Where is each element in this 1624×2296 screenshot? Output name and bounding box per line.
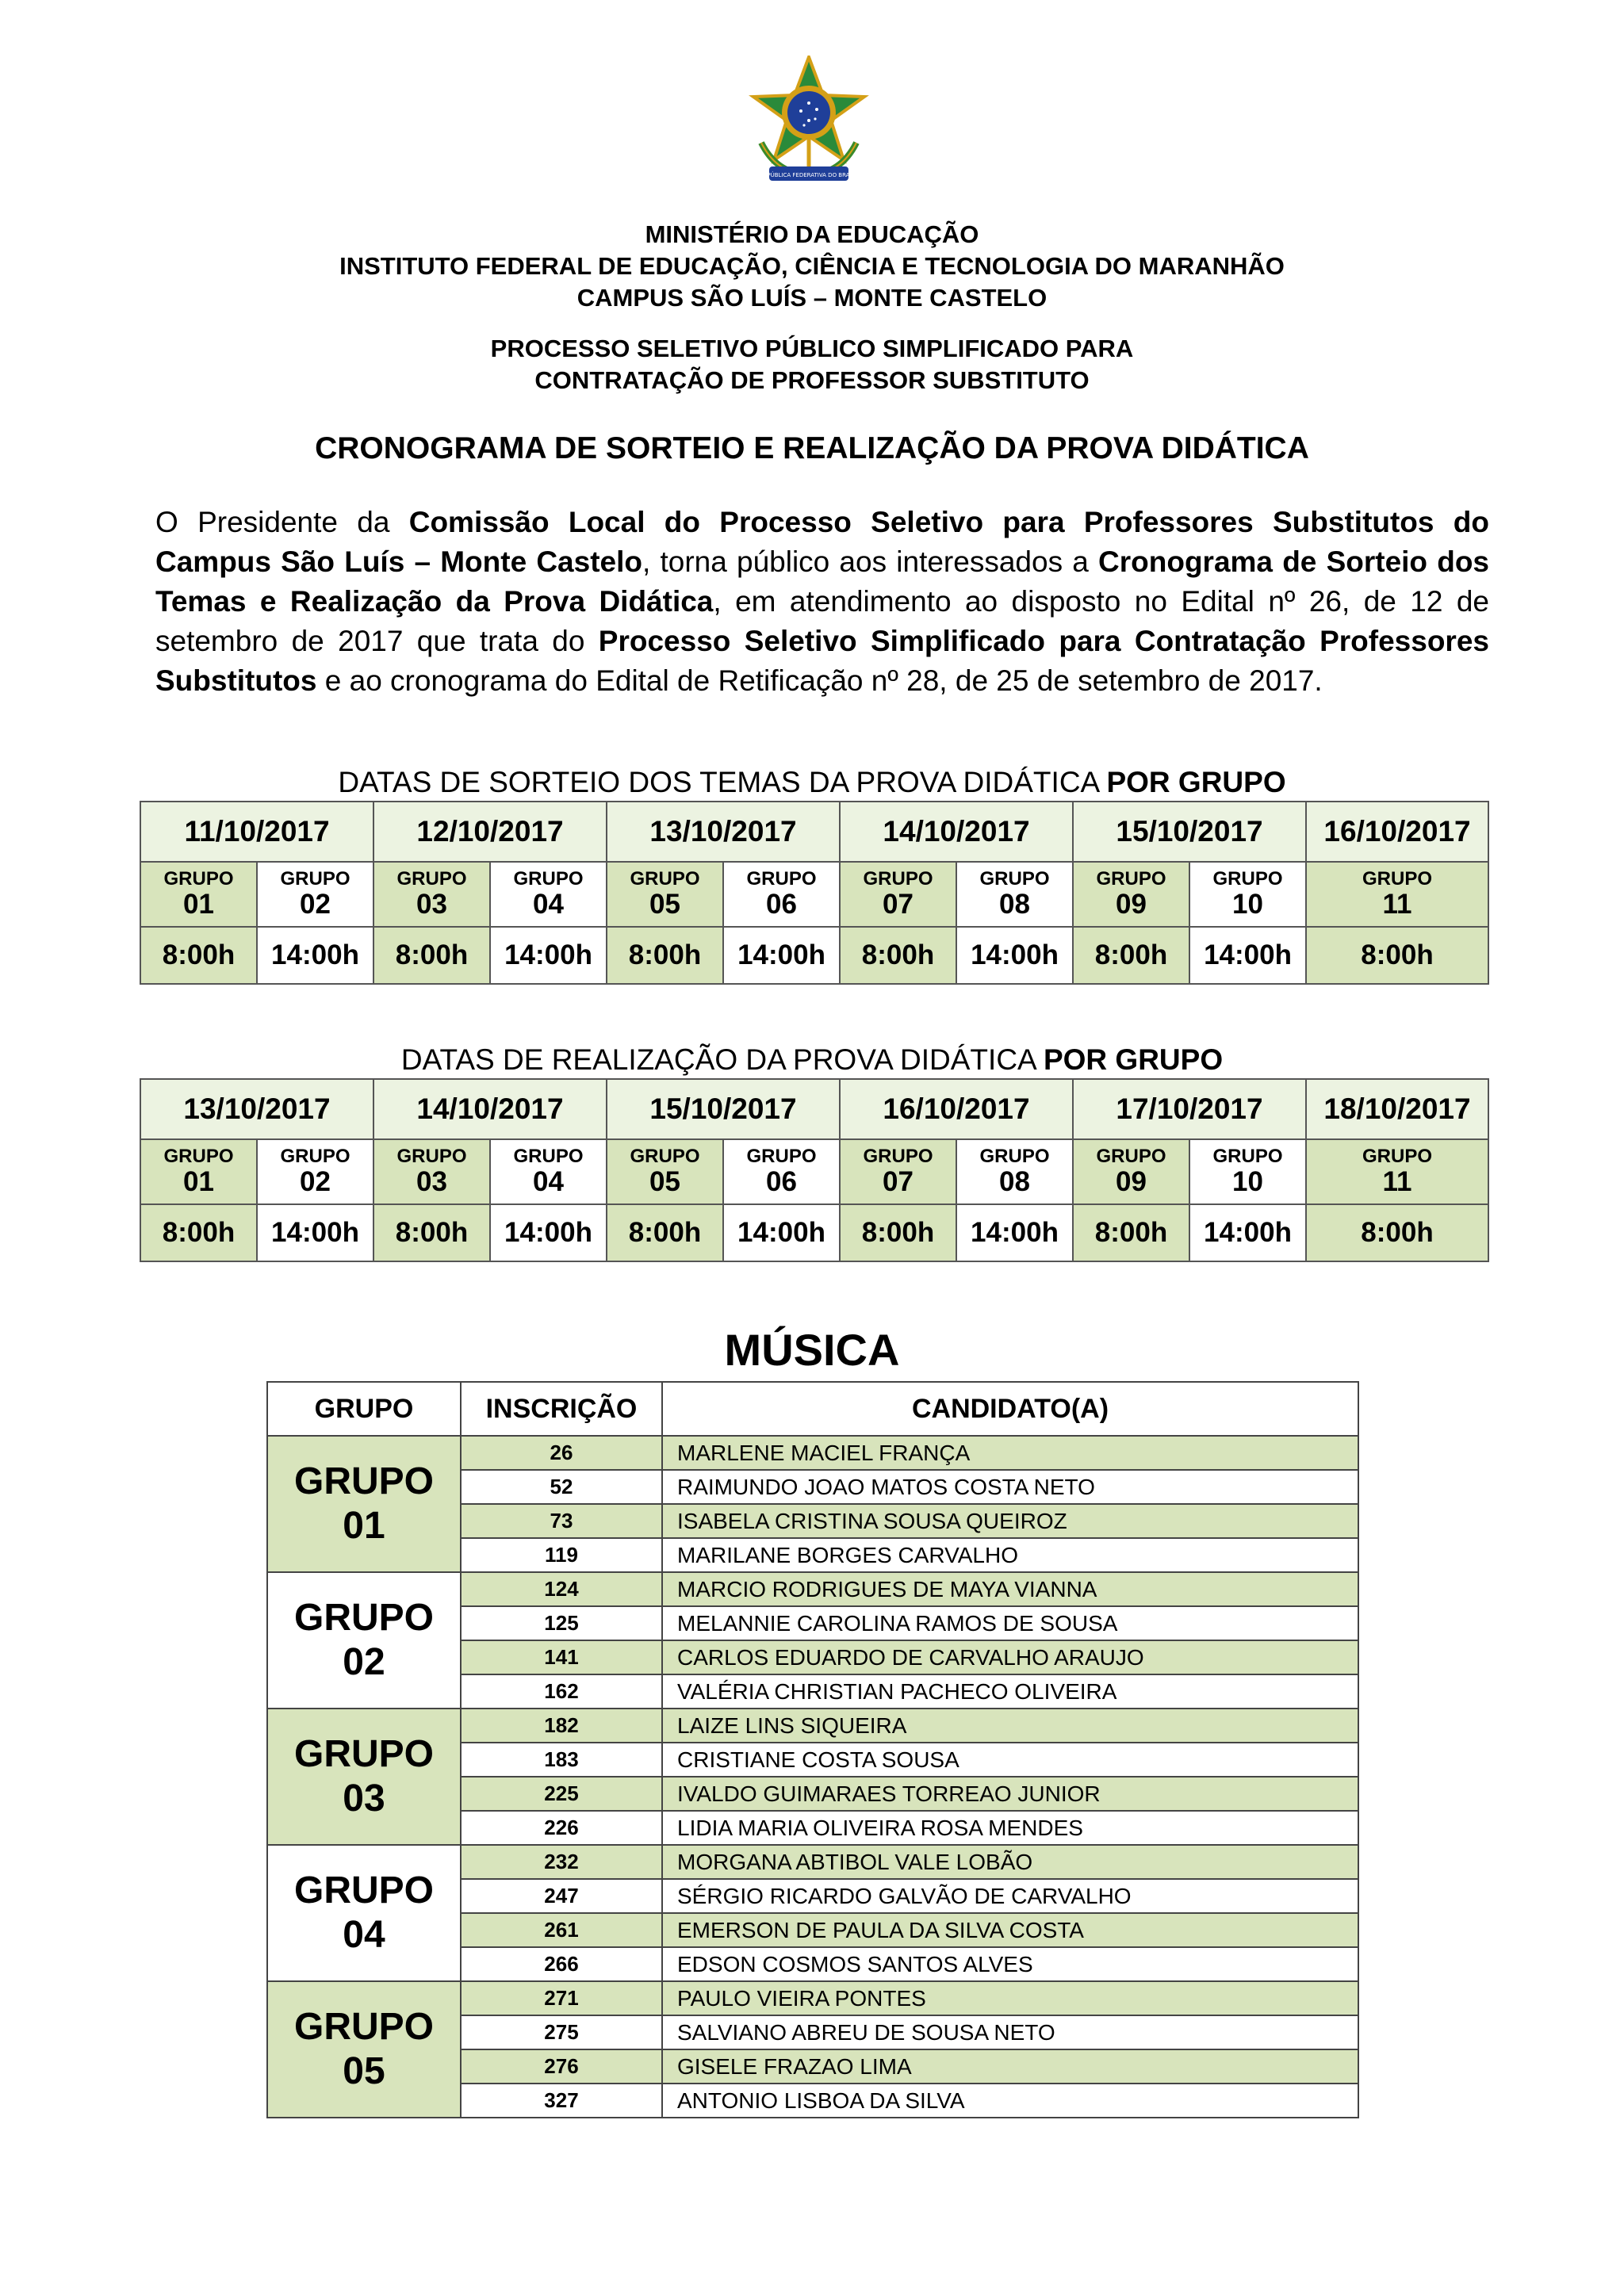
group-number: 01 (343, 1505, 385, 1547)
group-label: GRUPO (1212, 867, 1283, 890)
date-cell: 12/10/2017 (373, 802, 607, 862)
inscricao-cell: 276 (461, 2049, 662, 2084)
group-cell (607, 1139, 723, 1204)
sorteio-table (140, 801, 1489, 985)
group-label: GRUPO (396, 867, 467, 890)
candidate-cell: IVALDO GUIMARAES TORREAO JUNIOR (662, 1777, 1358, 1811)
group-number: 07 (883, 1165, 914, 1197)
time-cell: 8:00h (607, 927, 723, 984)
group-cell (1189, 862, 1306, 927)
date-cell: 13/10/2017 (140, 1079, 373, 1139)
time-cell: 8:00h (1073, 927, 1189, 984)
time-cell: 8:00h (140, 1204, 257, 1261)
group-label: GRUPO (513, 1145, 584, 1167)
col-header-grupo: GRUPO (267, 1382, 461, 1436)
time-cell: 8:00h (840, 1204, 956, 1261)
inscricao-cell: 247 (461, 1879, 662, 1913)
group-cell (956, 1139, 1073, 1204)
inscricao-cell: 141 (461, 1640, 662, 1674)
group-cell (267, 1845, 461, 1981)
group-cell (840, 1139, 956, 1204)
group-label: GRUPO (280, 867, 350, 890)
group-cell (956, 862, 1073, 927)
group-label: GRUPO (293, 1460, 434, 1502)
group-number: 02 (343, 1641, 385, 1683)
group-label: GRUPO (280, 1145, 350, 1167)
candidate-cell: GISELE FRAZAO LIMA (662, 2049, 1358, 2084)
table-row (267, 1572, 1358, 1606)
group-cell (140, 1139, 257, 1204)
header-contract: CONTRATAÇÃO DE PROFESSOR SUBSTITUTO (534, 366, 1090, 394)
group-label: GRUPO (396, 1145, 467, 1167)
inscricao-cell: 271 (461, 1981, 662, 2015)
group-label: GRUPO (163, 867, 234, 890)
group-number: 06 (766, 1165, 797, 1197)
group-label: GRUPO (746, 1145, 817, 1167)
group-number: 05 (649, 1165, 680, 1197)
group-label: GRUPO (293, 2006, 434, 2048)
group-number: 08 (999, 1165, 1030, 1197)
group-cell (723, 1139, 840, 1204)
time-cell: 14:00h (1189, 927, 1306, 984)
candidate-cell: MELANNIE CAROLINA RAMOS DE SOUSA (662, 1606, 1358, 1640)
musica-table (266, 1381, 1359, 2118)
group-cell (257, 862, 373, 927)
date-cell: 11/10/2017 (140, 802, 373, 862)
page-title: CRONOGRAMA DE SORTEIO E REALIZAÇÃO DA PROVA DIDÁTICA (315, 431, 1309, 465)
time-cell: 8:00h (840, 927, 956, 984)
inscricao-cell: 261 (461, 1913, 662, 1947)
time-cell: 8:00h (140, 927, 257, 984)
group-cell (607, 862, 723, 927)
group-label: GRUPO (1096, 1145, 1166, 1167)
group-label: GRUPO (746, 867, 817, 890)
date-cell: 18/10/2017 (1306, 1079, 1488, 1139)
group-number: 01 (183, 1165, 214, 1197)
group-cell (373, 1139, 490, 1204)
group-number: 03 (416, 888, 447, 920)
group-label: GRUPO (1212, 1145, 1283, 1167)
date-row (140, 1079, 1488, 1139)
inscricao-cell: 275 (461, 2015, 662, 2049)
group-cell (373, 862, 490, 927)
candidate-cell: EDSON COSMOS SANTOS ALVES (662, 1947, 1358, 1981)
candidate-cell: SALVIANO ABREU DE SOUSA NETO (662, 2015, 1358, 2049)
col-header-candidato: CANDIDATO(A) (662, 1382, 1358, 1436)
table-row (267, 1981, 1358, 2015)
group-cell (257, 1139, 373, 1204)
date-cell: 16/10/2017 (1306, 802, 1488, 862)
group-label: GRUPO (1096, 867, 1166, 890)
group-number: 03 (416, 1165, 447, 1197)
group-number: 04 (343, 1914, 385, 1956)
group-cell (1189, 1139, 1306, 1204)
inscricao-cell: 52 (461, 1470, 662, 1504)
group-number: 09 (1116, 888, 1147, 920)
group-label: GRUPO (163, 1145, 234, 1167)
group-cell (840, 862, 956, 927)
group-cell (723, 862, 840, 927)
table-row (267, 1845, 1358, 1879)
group-cell (267, 1572, 461, 1709)
group-label: GRUPO (1362, 1145, 1432, 1167)
time-cell: 8:00h (1306, 1204, 1488, 1261)
inscricao-cell: 232 (461, 1845, 662, 1879)
candidate-cell: MARLENE MACIEL FRANÇA (662, 1436, 1358, 1470)
candidate-cell: EMERSON DE PAULA DA SILVA COSTA (662, 1913, 1358, 1947)
brazil-coat-of-arms-icon (745, 55, 872, 190)
header-institute: INSTITUTO FEDERAL DE EDUCAÇÃO, CIÊNCIA E TECNOLOGIA DO MARANHÃO (339, 252, 1285, 280)
time-row (140, 1204, 1488, 1261)
date-cell: 15/10/2017 (1073, 802, 1306, 862)
col-header-inscricao: INSCRIÇÃO (461, 1382, 662, 1436)
candidate-cell: CARLOS EDUARDO DE CARVALHO ARAUJO (662, 1640, 1358, 1674)
group-number: 06 (766, 888, 797, 920)
inscricao-cell: 26 (461, 1436, 662, 1470)
table-row (267, 1436, 1358, 1470)
candidate-cell: MARCIO RODRIGUES DE MAYA VIANNA (662, 1572, 1358, 1606)
candidate-cell: ANTONIO LISBOA DA SILVA (662, 2084, 1358, 2118)
time-cell: 14:00h (956, 1204, 1073, 1261)
time-cell: 8:00h (1306, 927, 1488, 984)
time-cell: 14:00h (257, 1204, 373, 1261)
group-number: 11 (1382, 888, 1412, 920)
date-row (140, 802, 1488, 862)
intro-paragraph: O Presidente da Comissão Local do Processo Seletivo para Professores Substitutos do Campus São Luís – Monte Castelo, torna público aos interessados a Cronograma de Sorteio dos Temas e Realização da Prova Didática, em atendimento ao disposto no Edital nº 26, de 12 de setembro de 2017 que trata do Processo Seletivo Simplificado para Contratação Professores Substitutos e ao cronograma do Edital de Retificação nº 28, de 25 de setembro de 2017. (155, 506, 1489, 697)
candidate-cell: LIDIA MARIA OLIVEIRA ROSA MENDES (662, 1811, 1358, 1845)
group-label: GRUPO (293, 1597, 434, 1639)
group-cell (267, 1981, 461, 2118)
candidate-cell: LAIZE LINS SIQUEIRA (662, 1709, 1358, 1743)
group-label: GRUPO (1362, 867, 1433, 890)
group-cell (1306, 1139, 1488, 1204)
candidate-cell: VALÉRIA CHRISTIAN PACHECO OLIVEIRA (662, 1674, 1358, 1709)
group-number: 10 (1232, 1165, 1263, 1197)
candidate-cell: SÉRGIO RICARDO GALVÃO DE CARVALHO (662, 1879, 1358, 1913)
group-label: GRUPO (630, 867, 700, 890)
time-cell: 8:00h (1073, 1204, 1189, 1261)
group-number: 03 (343, 1777, 385, 1820)
header-ministry: MINISTÉRIO DA EDUCAÇÃO (645, 220, 979, 248)
group-number: 04 (533, 888, 564, 920)
group-label: GRUPO (863, 867, 933, 890)
group-row (140, 862, 1488, 927)
inscricao-cell: 327 (461, 2084, 662, 2118)
musica-title: MÚSICA (724, 1325, 900, 1375)
group-label: GRUPO (293, 1733, 434, 1775)
time-cell: 14:00h (490, 927, 607, 984)
group-number: 01 (183, 888, 214, 920)
sorteio-caption: DATAS DE SORTEIO DOS TEMAS DA PROVA DIDÁTICA POR GRUPO (338, 766, 1286, 798)
group-number: 07 (883, 888, 914, 920)
group-row (140, 1139, 1488, 1204)
group-cell (267, 1709, 461, 1845)
seal-inscription: REPÚBLICA FEDERATIVA DO BRASIL (760, 172, 858, 178)
date-cell: 14/10/2017 (373, 1079, 607, 1139)
inscricao-cell: 73 (461, 1504, 662, 1538)
date-cell: 17/10/2017 (1073, 1079, 1306, 1139)
group-number: 11 (1382, 1165, 1412, 1197)
group-cell (490, 862, 607, 927)
group-number: 05 (649, 888, 680, 920)
group-number: 04 (533, 1165, 564, 1197)
group-cell (1306, 862, 1488, 927)
time-cell: 8:00h (607, 1204, 723, 1261)
date-cell: 15/10/2017 (607, 1079, 840, 1139)
candidate-cell: CRISTIANE COSTA SOUSA (662, 1743, 1358, 1777)
time-cell: 14:00h (956, 927, 1073, 984)
group-label: GRUPO (979, 1145, 1050, 1167)
candidate-cell: RAIMUNDO JOAO MATOS COSTA NETO (662, 1470, 1358, 1504)
time-cell: 14:00h (1189, 1204, 1306, 1261)
time-cell: 14:00h (257, 927, 373, 984)
candidate-cell: MORGANA ABTIBOL VALE LOBÃO (662, 1845, 1358, 1879)
inscricao-cell: 266 (461, 1947, 662, 1981)
date-cell: 13/10/2017 (607, 802, 840, 862)
group-label: GRUPO (863, 1145, 933, 1167)
group-number: 09 (1116, 1165, 1147, 1197)
group-label: GRUPO (293, 1869, 434, 1911)
header-process: PROCESSO SELETIVO PÚBLICO SIMPLIFICADO PARA (490, 335, 1134, 362)
group-number: 10 (1232, 888, 1263, 920)
time-row (140, 927, 1488, 984)
group-cell (267, 1436, 461, 1572)
group-cell (490, 1139, 607, 1204)
time-cell: 8:00h (373, 927, 490, 984)
inscricao-cell: 162 (461, 1674, 662, 1709)
candidate-cell: PAULO VIEIRA PONTES (662, 1981, 1358, 2015)
inscricao-cell: 182 (461, 1709, 662, 1743)
header-campus: CAMPUS SÃO LUÍS – MONTE CASTELO (576, 284, 1048, 312)
time-cell: 14:00h (723, 1204, 840, 1261)
time-cell: 14:00h (490, 1204, 607, 1261)
group-number: 05 (343, 2050, 385, 2092)
inscricao-cell: 124 (461, 1572, 662, 1606)
group-cell (1073, 862, 1189, 927)
inscricao-cell: 183 (461, 1743, 662, 1777)
candidate-cell: ISABELA CRISTINA SOUSA QUEIROZ (662, 1504, 1358, 1538)
candidate-cell: MARILANE BORGES CARVALHO (662, 1538, 1358, 1572)
realizacao-table (140, 1078, 1489, 1262)
inscricao-cell: 125 (461, 1606, 662, 1640)
group-number: 02 (300, 888, 331, 920)
group-label: GRUPO (513, 867, 584, 890)
group-label: GRUPO (979, 867, 1050, 890)
realizacao-caption: DATAS DE REALIZAÇÃO DA PROVA DIDÁTICA POR GRUPO (400, 1043, 1224, 1076)
group-number: 02 (300, 1165, 331, 1197)
table-row (267, 1709, 1358, 1743)
inscricao-cell: 119 (461, 1538, 662, 1572)
group-label: GRUPO (630, 1145, 700, 1167)
group-cell (140, 862, 257, 927)
group-cell (1073, 1139, 1189, 1204)
date-cell: 16/10/2017 (840, 1079, 1073, 1139)
date-cell: 14/10/2017 (840, 802, 1073, 862)
inscricao-cell: 226 (461, 1811, 662, 1845)
time-cell: 8:00h (373, 1204, 490, 1261)
group-number: 08 (999, 888, 1030, 920)
time-cell: 14:00h (723, 927, 840, 984)
inscricao-cell: 225 (461, 1777, 662, 1811)
